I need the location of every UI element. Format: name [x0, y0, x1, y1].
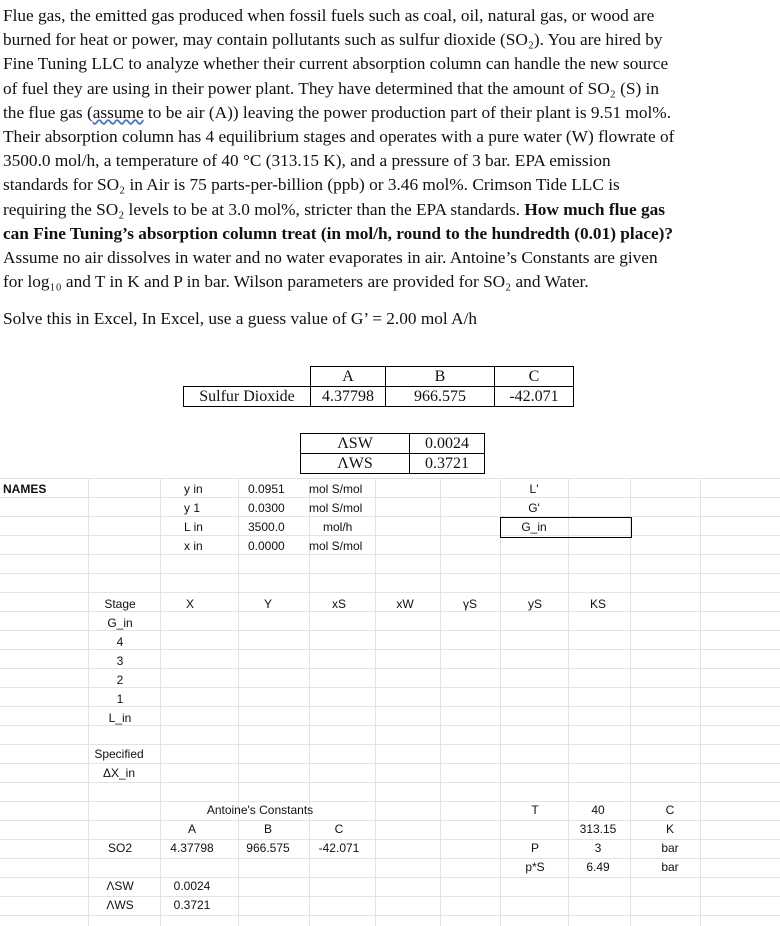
col-header-ys[interactable]: yS — [527, 597, 542, 611]
input-value[interactable]: 0.0000 — [248, 539, 285, 553]
col-header-gamma-s[interactable]: γS — [462, 597, 477, 611]
names-header: NAMES — [3, 482, 47, 496]
spreadsheet-area — [0, 478, 780, 926]
text-line: Assume no air dissolves in water and no water evaporates in air. Antoine’s Constants are given — [3, 248, 658, 268]
delta-x-label[interactable]: ΔX_in — [102, 766, 136, 780]
wilson-sheet-value[interactable]: 0.0024 — [173, 879, 211, 893]
text-line: Flue gas, the emitted gas produced when fossil fuels such as coal, oil, natural gas, or wood are — [3, 6, 655, 25]
header-b: B — [386, 367, 495, 387]
input-label[interactable]: L in — [184, 520, 203, 534]
grid-hline — [0, 516, 780, 517]
col-header-stage[interactable]: Stage — [104, 597, 136, 611]
grid-hline — [0, 573, 780, 574]
grid-hline — [0, 535, 780, 536]
grid-hline — [0, 592, 780, 593]
wilson-value: 0.3721 — [410, 454, 485, 474]
text-line: standards for SO₂ in Air is 75 parts-per-billion (ppb) or 3.46 mol%. Crimson Tide LLC is — [3, 175, 620, 195]
antoine-col-a[interactable]: A — [187, 822, 196, 836]
cond-value[interactable]: 6.49 — [586, 860, 610, 874]
problem-paragraph — [3, 4, 779, 294]
text-span: the flue gas ( — [3, 102, 93, 122]
input-label[interactable]: y in — [184, 482, 203, 496]
cond-unit[interactable]: bar — [661, 860, 679, 874]
text-span: to be air (A)) leaving the power production part of their plant is 9.51 mol%. — [143, 102, 672, 122]
label-g-prime[interactable]: G' — [528, 501, 540, 515]
input-label[interactable]: x in — [184, 539, 203, 553]
input-unit[interactable]: mol S/mol — [309, 539, 363, 553]
wilson-value: 0.0024 — [410, 434, 485, 454]
grid-hline — [0, 497, 780, 498]
antoine-col-c[interactable]: C — [334, 822, 344, 836]
col-header-xs[interactable]: xS — [331, 597, 346, 611]
cond-label-p[interactable]: P — [530, 841, 539, 855]
grid-hline — [0, 915, 780, 916]
value-a: 4.37798 — [311, 387, 386, 407]
stage-label[interactable]: L_in — [108, 711, 132, 725]
stage-label[interactable]: 3 — [116, 654, 124, 668]
text-line — [3, 222, 779, 246]
empty-cell — [184, 367, 311, 387]
stage-label[interactable]: 1 — [116, 692, 124, 706]
grid-hline — [0, 478, 780, 479]
wilson-table — [300, 433, 485, 474]
so2-label[interactable]: SO2 — [107, 841, 132, 855]
cond-value[interactable]: 40 — [591, 803, 605, 817]
text-line: Fine Tuning LLC to analyze whether their current absorption column can handle the new source — [3, 54, 669, 74]
antoine-col-b[interactable]: B — [263, 822, 272, 836]
col-header-ks[interactable]: KS — [589, 597, 606, 611]
grid-hline — [0, 554, 780, 555]
cond-unit[interactable]: C — [665, 803, 675, 817]
input-label[interactable]: y 1 — [184, 501, 201, 515]
instruction-line: Solve this in Excel, In Excel, use a guess value of G’ = 2.00 mol A/h — [3, 309, 478, 329]
wilson-label: ΛWS — [301, 454, 410, 474]
antoine-title[interactable]: Antoine's Constants — [206, 803, 314, 817]
stage-label[interactable]: 4 — [116, 635, 124, 649]
so2-c[interactable]: -42.071 — [318, 841, 360, 855]
input-unit[interactable]: mol/h — [323, 520, 353, 534]
selected-cell[interactable] — [500, 517, 632, 538]
stage-label[interactable]: G_in — [107, 616, 133, 630]
col-header-xw[interactable]: xW — [396, 597, 414, 611]
question-bold: can Fine Tuning’s absorption column treat (in mol/h, round to the hundredth (0.01) place)? — [3, 223, 674, 243]
problem-statement — [3, 4, 779, 332]
question-bold: How much flue gas — [524, 199, 665, 219]
text-line: Their absorption column has 4 equilibrium stages and operates with a pure water (W) flowrate of — [3, 127, 675, 147]
input-value[interactable]: 3500.0 — [248, 520, 285, 534]
wilson-sheet-label[interactable]: ΛSW — [106, 879, 134, 893]
text-span: requiring the SO₂ levels to be at 3.0 mol%, stricter than the EPA standards. — [3, 199, 525, 219]
wilson-sheet-value[interactable]: 0.3721 — [173, 898, 211, 912]
label-l-prime[interactable]: L' — [529, 482, 539, 496]
so2-b[interactable]: 966.575 — [246, 841, 290, 855]
input-value[interactable]: 0.0300 — [248, 501, 285, 515]
cond-value[interactable]: 313.15 — [579, 822, 617, 836]
value-c: -42.071 — [495, 387, 574, 407]
header-c: C — [495, 367, 574, 387]
col-header-x[interactable]: X — [185, 597, 194, 611]
stage-label[interactable]: 2 — [116, 673, 124, 687]
cond-value[interactable]: 3 — [594, 841, 602, 855]
text-line: 3500.0 mol/h, a temperature of 40 °C (313.15 K), and a pressure of 3 bar. EPA emission — [3, 151, 611, 171]
cond-unit[interactable]: bar — [661, 841, 679, 855]
text-line: for log₁₀ and T in K and P in bar. Wilson parameters are provided for SO₂ and Water. — [3, 272, 589, 292]
text-line — [3, 198, 779, 222]
cond-label-t[interactable]: T — [531, 803, 539, 817]
specified-label[interactable]: Specified — [94, 747, 144, 761]
col-header-y[interactable]: Y — [263, 597, 272, 611]
row-label: Sulfur Dioxide — [184, 387, 311, 407]
text-line: burned for heat or power, may contain pollutants such as sulfur dioxide (SO₂). You are hired by — [3, 30, 663, 50]
wilson-label: ΛSW — [301, 434, 410, 454]
header-a: A — [311, 367, 386, 387]
label-g-in[interactable]: G_in — [521, 520, 547, 534]
input-unit[interactable]: mol S/mol — [309, 482, 363, 496]
cond-label-ps[interactable]: p*S — [525, 860, 545, 874]
cond-unit[interactable]: K — [665, 822, 674, 836]
so2-a[interactable]: 4.37798 — [170, 841, 214, 855]
antoine-table — [183, 366, 574, 407]
text-line — [3, 101, 779, 125]
value-b: 966.575 — [386, 387, 495, 407]
input-unit[interactable]: mol S/mol — [309, 501, 363, 515]
input-value[interactable]: 0.0951 — [248, 482, 285, 496]
text-line: of fuel they are using in their power plant. They have determined that the amount of SO₂ (S) in — [3, 78, 659, 98]
wilson-sheet-label[interactable]: ΛWS — [106, 898, 134, 912]
spellcheck-word: assume — [92, 102, 144, 122]
